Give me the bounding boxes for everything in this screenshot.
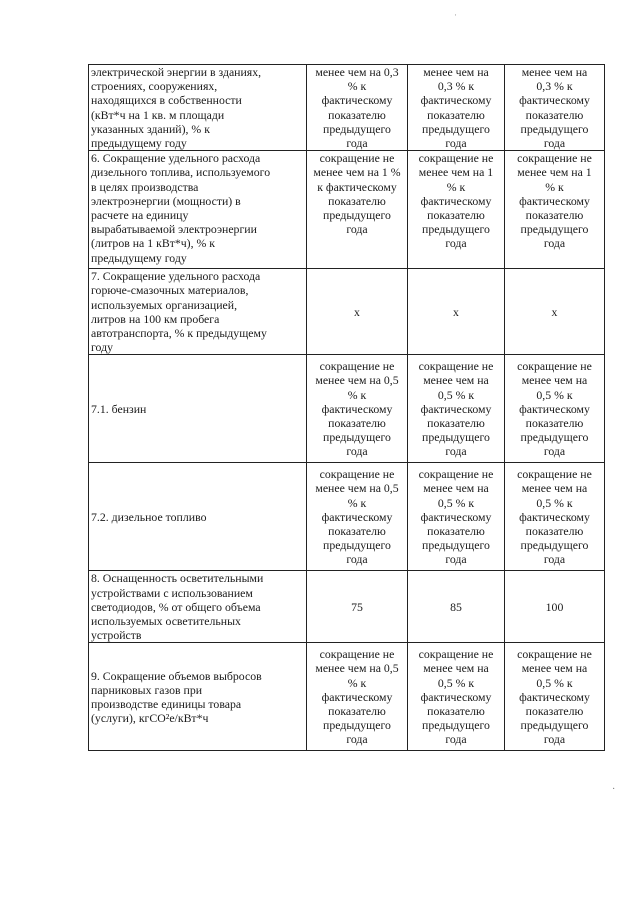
target-value-line: сокращение не <box>418 467 494 482</box>
target-value-line: сокращение не <box>319 647 395 662</box>
indicator-label-line: предыдущему году <box>91 250 187 265</box>
target-value-line: % к <box>347 387 367 402</box>
target-value-line: % к <box>347 495 367 510</box>
target-value-line: показателю <box>525 704 584 719</box>
target-value-line: фактическому <box>321 93 393 108</box>
target-value-cell <box>307 571 408 643</box>
target-value-cell <box>505 571 605 643</box>
target-value-line: менее чем на 0,5 <box>315 661 399 676</box>
indicator-label-line: литров на 100 км пробега <box>91 311 220 326</box>
target-value-line: 0,5 % к <box>536 675 573 690</box>
target-value-line: года <box>445 552 467 567</box>
target-value-line: предыдущего <box>520 121 589 136</box>
indicator-label-line: используемых организацией, <box>91 297 238 312</box>
target-value-cell <box>307 643 408 751</box>
target-value-line: менее чем на <box>521 65 588 79</box>
indicator-label-line: вырабатываемой электроэнергии <box>91 222 257 237</box>
target-value-line: года <box>543 552 566 567</box>
target-value-line: 100 <box>545 599 564 614</box>
target-value-line: предыдущего <box>323 538 391 553</box>
target-value-line: года <box>445 444 467 459</box>
target-value-cell <box>408 269 505 355</box>
target-value-line: x <box>354 304 360 319</box>
indicator-label-line: используемых осветительных <box>91 614 241 629</box>
target-value-line: предыдущего <box>520 718 589 733</box>
target-value-line: менее чем на <box>423 661 489 676</box>
indicator-label-line: указанных зданий), % к <box>91 121 210 136</box>
target-value-line: года <box>445 136 467 151</box>
indicator-label-cell <box>89 643 307 751</box>
target-value-line: менее чем на 1 <box>418 165 494 180</box>
target-value-line: сокращение не <box>319 151 395 166</box>
target-value-line: предыдущего <box>520 430 589 445</box>
target-value-line: предыдущего <box>520 222 589 237</box>
target-value-cell <box>408 151 505 269</box>
target-value-line: сокращение не <box>319 359 395 374</box>
target-value-line: года <box>346 732 368 747</box>
target-value-line: показателю <box>427 524 485 539</box>
target-value-line: сокращение не <box>319 467 395 482</box>
target-value-line: показателю <box>328 704 386 719</box>
target-value-line: x <box>453 304 459 319</box>
indicator-label-cell <box>89 269 307 355</box>
target-value-line: менее чем на 0,3 <box>315 65 399 79</box>
target-value-line: фактическому <box>321 401 393 416</box>
indicator-label-cell <box>89 463 307 571</box>
indicator-label-line: 6. Сокращение удельного расхода <box>91 151 261 166</box>
target-value-line: фактическому <box>519 93 590 108</box>
table-row <box>89 463 605 571</box>
indicator-label-line: (литров на 1 кВт*ч), % к <box>91 236 216 251</box>
target-value-line: предыдущего <box>520 538 589 553</box>
target-value-cell <box>505 643 605 751</box>
target-value-line: 0,5 % к <box>536 387 573 402</box>
target-value-cell <box>505 355 605 463</box>
indicator-label-line: в целях производства <box>91 179 199 194</box>
target-value-line: года <box>346 444 368 459</box>
target-value-line: сокращение не <box>418 359 494 374</box>
target-value-line: показателю <box>427 416 485 431</box>
target-value-line: года <box>346 136 368 151</box>
target-value-cell <box>505 151 605 269</box>
target-value-cell <box>408 463 505 571</box>
target-value-cell <box>307 65 408 151</box>
target-value-line: менее чем на 1 <box>517 165 592 180</box>
target-value-line: фактическому <box>519 689 590 704</box>
target-value-line: 0,5 % к <box>536 495 573 510</box>
indicator-label-line: расчете на единицу <box>91 208 189 223</box>
target-value-line: показателю <box>328 416 386 431</box>
target-value-line: года <box>346 222 368 237</box>
indicator-label-line: электрической энергии в зданиях, <box>91 65 262 79</box>
target-value-line: предыдущего <box>422 538 490 553</box>
target-value-line: менее чем на <box>521 481 588 496</box>
target-value-line: % к <box>446 179 466 194</box>
indicator-label-line: строениях, сооружениях, <box>91 79 218 94</box>
indicators-table <box>88 64 605 751</box>
target-value-cell <box>505 65 605 151</box>
indicator-label-line: производстве единицы товара <box>91 696 242 711</box>
table-body <box>89 65 605 751</box>
indicator-label-line: 7. Сокращение удельного расхода <box>91 269 261 284</box>
indicator-label-cell <box>89 151 307 269</box>
target-value-line: сокращение не <box>418 647 494 662</box>
indicator-label-line: дизельного топлива, используемого <box>91 165 271 180</box>
target-value-line: года <box>445 236 467 251</box>
target-value-line: сокращение не <box>418 151 494 166</box>
target-value-line: 0,5 % к <box>437 387 475 402</box>
table-row <box>89 643 605 751</box>
indicator-label-line: 7.1. бензин <box>91 401 147 416</box>
indicator-label-cell <box>89 571 307 643</box>
target-value-line: предыдущего <box>323 430 391 445</box>
indicator-label-line: (услуги), кгCO²e/кВт*ч <box>91 711 209 726</box>
target-value-line: показателю <box>525 208 584 223</box>
table-row <box>89 355 605 463</box>
target-value-cell <box>505 463 605 571</box>
table-row <box>89 65 605 151</box>
target-value-line: менее чем на <box>521 661 588 676</box>
indicator-label-line: предыдущему году <box>91 136 187 151</box>
target-value-line: x <box>551 304 558 319</box>
target-value-line: фактическому <box>420 401 492 416</box>
target-value-line: % к <box>545 179 564 194</box>
target-value-line: фактическому <box>519 509 590 524</box>
target-value-line: фактическому <box>420 689 492 704</box>
target-value-line: менее чем на <box>423 65 489 79</box>
indicator-label-cell <box>89 65 307 151</box>
table-row <box>89 269 605 355</box>
target-value-line: показателю <box>328 193 386 208</box>
target-value-cell <box>307 463 408 571</box>
target-value-line: % к <box>347 79 367 94</box>
target-value-line: сокращение не <box>517 359 592 374</box>
target-value-line: предыдущего <box>323 718 391 733</box>
target-value-cell <box>408 643 505 751</box>
indicator-label-line: автотранспорта, % к предыдущему <box>91 326 267 341</box>
page-mark: · <box>454 10 457 20</box>
target-value-line: показателю <box>525 416 584 431</box>
target-value-line: предыдущего <box>323 121 391 136</box>
target-value-line: года <box>543 136 566 151</box>
target-value-cell <box>408 65 505 151</box>
target-value-cell <box>307 355 408 463</box>
target-value-line: фактическому <box>519 401 590 416</box>
table-row <box>89 151 605 269</box>
target-value-line: фактическому <box>519 193 590 208</box>
target-value-line: фактическому <box>321 689 393 704</box>
target-value-line: менее чем на 1 % <box>313 165 401 180</box>
target-value-cell <box>307 269 408 355</box>
indicator-label-line: электроэнергии (мощности) в <box>91 193 241 208</box>
indicator-label-cell <box>89 355 307 463</box>
indicator-label-line: находящихся в собственности <box>91 93 242 108</box>
target-value-line: фактическому <box>420 193 492 208</box>
target-value-line: фактическому <box>420 509 492 524</box>
target-value-line: предыдущего <box>422 430 490 445</box>
indicator-label-line: 9. Сокращение объемов выбросов <box>91 668 262 683</box>
indicator-label-line: (кВт*ч на 1 кв. м площади <box>91 107 225 122</box>
target-value-line: 0,5 % к <box>437 675 475 690</box>
target-value-line: 75 <box>351 599 363 614</box>
target-value-line: сокращение не <box>517 151 592 166</box>
target-value-line: фактическому <box>420 93 492 108</box>
target-value-line: предыдущего <box>422 121 490 136</box>
target-value-line: менее чем на <box>423 373 489 388</box>
target-value-line: предыдущего <box>323 208 391 223</box>
indicator-label-line: устройств <box>91 628 142 643</box>
target-value-line: года <box>543 236 566 251</box>
target-value-line: показателю <box>427 107 485 122</box>
target-value-line: менее чем на <box>423 481 489 496</box>
indicator-label-line: парниковых газов при <box>91 682 203 697</box>
target-value-line: предыдущего <box>422 718 490 733</box>
target-value-line: 0,5 % к <box>437 495 475 510</box>
target-value-line: менее чем на 0,5 <box>315 373 399 388</box>
margin-mark: · <box>612 784 616 795</box>
target-value-line: сокращение не <box>517 467 592 482</box>
target-value-cell <box>408 355 505 463</box>
target-value-line: года <box>445 732 467 747</box>
target-value-line: показателю <box>427 208 485 223</box>
target-value-line: показателю <box>328 524 386 539</box>
indicator-label-line: горюче-смазочных материалов, <box>91 283 249 298</box>
target-value-line: предыдущего <box>422 222 490 237</box>
table-row <box>89 571 605 643</box>
target-value-line: года <box>543 444 566 459</box>
target-value-cell <box>307 151 408 269</box>
target-value-line: 85 <box>450 599 462 614</box>
target-value-line: года <box>346 552 368 567</box>
indicator-label-line: устройствами с использованием <box>91 585 253 600</box>
target-value-line: показателю <box>525 524 584 539</box>
target-value-line: года <box>543 732 566 747</box>
target-value-line: менее чем на 0,5 <box>315 481 399 496</box>
target-value-line: к фактическому <box>317 179 397 194</box>
target-value-cell <box>505 269 605 355</box>
target-value-line: менее чем на <box>521 373 588 388</box>
target-value-line: 0,3 % к <box>437 79 475 94</box>
target-value-line: сокращение не <box>517 647 592 662</box>
target-value-line: % к <box>347 675 367 690</box>
target-value-line: показателю <box>328 107 386 122</box>
target-value-line: показателю <box>427 704 485 719</box>
target-value-line: 0,3 % к <box>536 79 573 94</box>
indicator-label-line: году <box>91 340 114 355</box>
indicator-label-line: светодиодов, % от общего объема <box>91 599 261 614</box>
target-value-line: фактическому <box>321 509 393 524</box>
indicator-label-line: 8. Оснащенность осветительными <box>91 571 264 586</box>
target-value-line: показателю <box>525 107 584 122</box>
target-value-cell <box>408 571 505 643</box>
indicator-label-line: 7.2. дизельное топливо <box>91 509 207 524</box>
